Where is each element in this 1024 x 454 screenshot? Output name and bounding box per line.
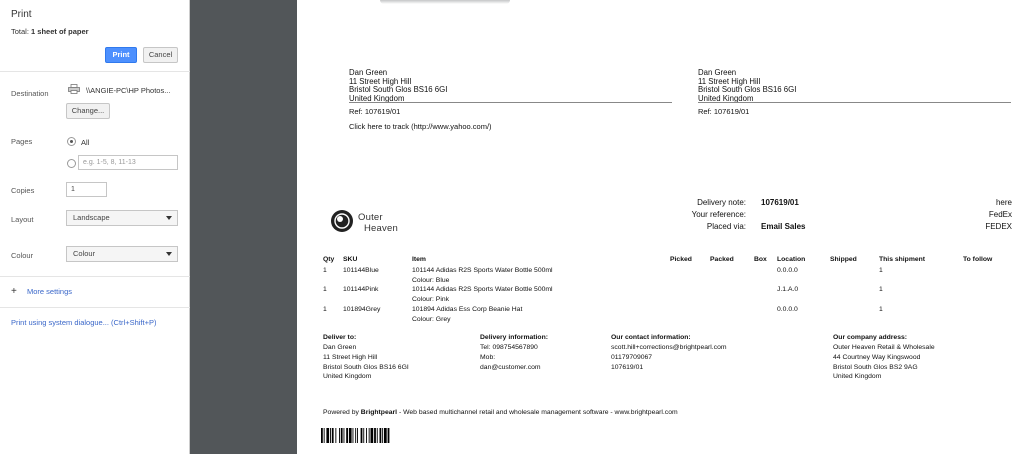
- label-rule: [698, 102, 1011, 103]
- address-line: United Kingdom: [323, 373, 372, 381]
- powered-prefix: Powered by: [323, 409, 359, 416]
- row3-sub: Colour: Grey: [412, 316, 451, 323]
- layout-value: Landscape: [73, 213, 110, 222]
- pages-all-radio[interactable]: [67, 137, 76, 146]
- delivery-right-2: FedEx: [988, 210, 1012, 219]
- powered-suffix: - Web based multichannel retail and wholesale management software - www.brightpearl.com: [398, 409, 678, 416]
- pages-range-input[interactable]: e.g. 1-5, 8, 11-13: [78, 155, 178, 170]
- row3-qty: 1: [323, 306, 327, 313]
- print-settings-panel: [0, 0, 190, 454]
- colour-value: Colour: [73, 249, 96, 258]
- col-picked: Picked: [670, 256, 692, 263]
- delivery-info-title: Delivery information:: [480, 334, 548, 341]
- layout-label: Layout: [11, 215, 34, 224]
- chevron-down-icon: [166, 252, 172, 256]
- label-ref-right: Ref: 107619/01: [698, 107, 750, 116]
- total-value: 1 sheet of paper: [31, 27, 89, 36]
- row2-location: J.1.A.0: [777, 286, 799, 293]
- more-settings-link[interactable]: [11, 286, 72, 297]
- row3-item: 101894 Adidas Ess Corp Beanie Hat: [412, 306, 523, 313]
- copies-input[interactable]: 1: [66, 182, 107, 197]
- total-label: Total:: [11, 27, 29, 36]
- contact-info-title: Our contact information:: [611, 334, 691, 341]
- delivery-right-1: here: [995, 198, 1012, 207]
- row2-this-shipment: 1: [879, 286, 883, 293]
- destination-name: \\ANGIE-PC\HP Photos...: [86, 86, 171, 95]
- divider: [0, 71, 190, 72]
- divider: [0, 276, 190, 277]
- pages-label: Pages: [11, 137, 33, 146]
- pages-custom-radio[interactable]: [67, 159, 76, 168]
- deliver-to-address: [323, 343, 409, 382]
- label-address-left: [349, 69, 447, 103]
- system-dialog-link[interactable]: Print using system dialogue... (Ctrl+Shift+P): [11, 318, 157, 327]
- row3-this-shipment: 1: [879, 306, 883, 313]
- address-line: Bristol South Glos BS16 6GI: [323, 363, 409, 371]
- colour-label: Colour: [11, 251, 34, 260]
- your-reference-label: Your reference:: [691, 210, 746, 219]
- logo-text-line2: Heaven: [364, 223, 398, 234]
- address-line: Dan Green: [349, 68, 388, 77]
- row2-qty: 1: [323, 286, 327, 293]
- col-to-follow: To follow: [963, 256, 993, 263]
- row1-qty: 1: [323, 267, 327, 274]
- change-destination-button[interactable]: Change...: [66, 103, 110, 119]
- row2-sub: Colour: Pink: [412, 296, 450, 303]
- col-sku: SKU: [343, 256, 358, 263]
- page-shadow: [380, 0, 510, 4]
- total-sheets: [11, 27, 89, 36]
- info-line: dan@customer.com: [480, 363, 541, 371]
- delivery-note-value: 107619/01: [761, 198, 799, 207]
- address-line: Dan Green: [323, 344, 357, 351]
- powered-by-text: [323, 409, 678, 416]
- col-qty: Qty: [323, 256, 335, 263]
- address-line: 11 Street High Hill: [698, 76, 761, 86]
- layout-select[interactable]: [66, 210, 178, 226]
- address-line: United Kingdom: [833, 373, 882, 381]
- barcode-icon: [321, 428, 441, 443]
- logo-text-line1: Outer: [358, 212, 383, 223]
- divider: [0, 307, 190, 308]
- row1-location: 0.0.0.0: [777, 267, 798, 274]
- company-address-title: Our company address:: [833, 334, 908, 341]
- row1-this-shipment: 1: [879, 267, 883, 274]
- cancel-button[interactable]: Cancel: [143, 47, 178, 63]
- placed-via-label: Placed via:: [706, 222, 746, 231]
- pages-all-label: All: [81, 138, 90, 147]
- row1-sku: 101144Blue: [343, 267, 379, 274]
- label-ref-left: Ref: 107619/01: [349, 107, 401, 116]
- info-line: Tel: 098754567890: [480, 344, 538, 351]
- address-line: Bristol South Glos BS16 6GI: [698, 85, 797, 94]
- row3-sku: 101894Grey: [343, 306, 381, 313]
- address-line: United Kingdom: [349, 93, 405, 103]
- copies-label: Copies: [11, 186, 35, 195]
- address-line: Outer Heaven Retail & Wholesale: [833, 344, 935, 351]
- address-line: United Kingdom: [698, 93, 754, 103]
- row2-item: 101144 Adidas R2S Sports Water Bottle 500ml: [412, 286, 553, 293]
- col-box: Box: [754, 256, 767, 263]
- info-line: scott.hill+corrections@brightpearl.com: [611, 344, 727, 351]
- info-line: 107619/01: [611, 363, 644, 371]
- destination-label: Destination: [11, 89, 49, 98]
- address-line: Dan Green: [698, 68, 737, 77]
- info-line: Mob:: [480, 353, 496, 361]
- delivery-right-3: FEDEX: [985, 222, 1012, 231]
- delivery-info: [480, 343, 541, 372]
- delivery-note-label: Delivery note:: [697, 198, 746, 207]
- printer-icon: [68, 84, 80, 94]
- col-location: Location: [777, 256, 806, 263]
- label-rule: [349, 102, 672, 103]
- row2-sku: 101144Pink: [343, 286, 379, 293]
- placed-via-value: Email Sales: [761, 222, 806, 231]
- deliver-to-title: Deliver to:: [323, 334, 357, 341]
- row3-location: 0.0.0.0: [777, 306, 798, 313]
- contact-info: [611, 343, 727, 372]
- track-link[interactable]: Click here to track (http://www.yahoo.com/): [349, 122, 492, 131]
- col-packed: Packed: [710, 256, 734, 263]
- plus-icon: +: [11, 286, 17, 297]
- col-item: Item: [412, 256, 426, 263]
- label-address-right: [698, 69, 796, 103]
- address-line: Bristol South Glos BS2 9AG: [833, 363, 918, 371]
- print-button[interactable]: Print: [105, 47, 137, 63]
- row1-item: 101144 Adidas R2S Sports Water Bottle 500ml: [412, 267, 553, 274]
- address-line: 44 Courtney Way Kingswood: [833, 353, 921, 361]
- chevron-down-icon: [166, 216, 172, 220]
- more-settings-label: More settings: [27, 287, 73, 296]
- col-this-shipment: This shipment: [879, 256, 926, 263]
- address-line: 11 Street High Hill: [349, 76, 412, 86]
- row1-sub: Colour: Blue: [412, 277, 450, 284]
- colour-select[interactable]: [66, 246, 178, 262]
- info-line: 01179709067: [611, 353, 653, 361]
- panel-title: Print: [11, 9, 32, 20]
- col-shipped: Shipped: [830, 256, 857, 263]
- address-line: Bristol South Glos BS16 6GI: [349, 85, 448, 94]
- powered-brand: Brightpearl: [360, 409, 398, 416]
- company-address: [833, 343, 935, 382]
- address-line: 11 Street High Hill: [323, 353, 378, 361]
